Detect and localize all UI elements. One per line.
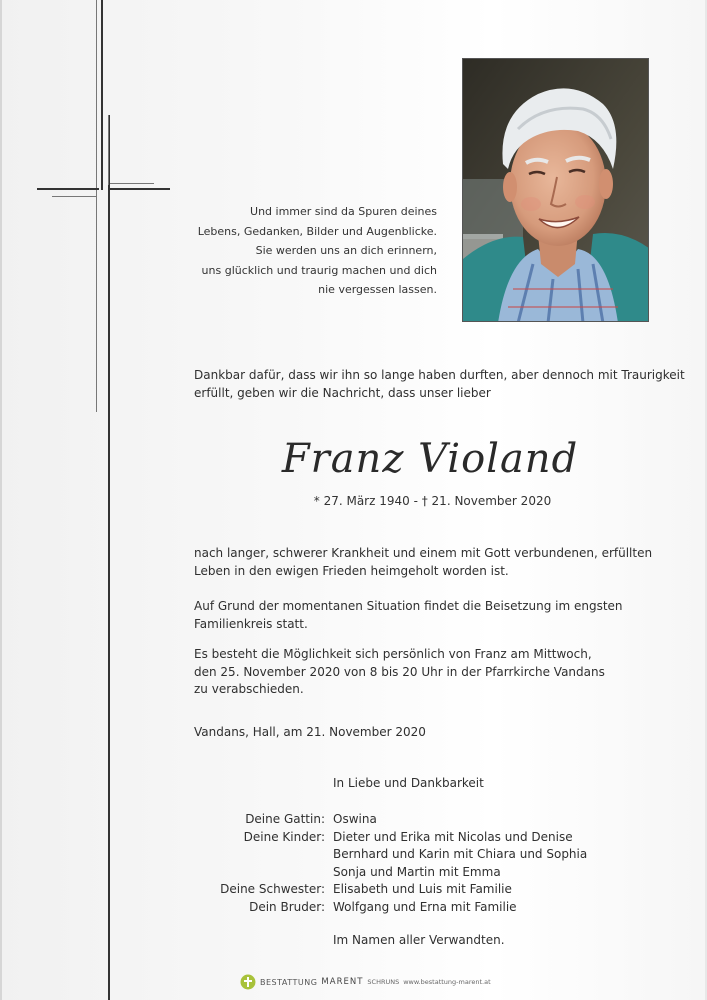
family-label: Deine Gattin: bbox=[245, 812, 325, 826]
family-name: Sonja und Martin mit Emma bbox=[333, 864, 501, 879]
farewell-paragraph bbox=[194, 646, 664, 699]
family-names bbox=[333, 881, 512, 899]
family-names bbox=[333, 899, 517, 917]
poem-line: Und immer sind da Spuren deines bbox=[250, 205, 437, 218]
family-row-children bbox=[180, 829, 650, 882]
cross-line bbox=[108, 115, 110, 1000]
deceased-name: Franz Violand bbox=[281, 436, 579, 482]
family-row-sister bbox=[180, 881, 650, 899]
portrait-illustration bbox=[463, 59, 649, 322]
intro-text bbox=[194, 367, 685, 402]
family-row-spouse bbox=[180, 811, 650, 829]
paragraph-line: den 25. November 2020 von 8 bis 20 Uhr in der Pfarrkirche Vandans bbox=[194, 664, 605, 679]
place-date bbox=[194, 724, 664, 742]
cross-line bbox=[37, 188, 99, 190]
paragraph-line: nach langer, schwerer Krankheit und einem mit Gott verbundenen, erfüllten bbox=[194, 546, 653, 560]
family-name: Dieter und Erika mit Nicolas und Denise bbox=[333, 829, 573, 844]
family-name: Wolfgang und Erna mit Familie bbox=[333, 899, 517, 914]
cross-line bbox=[101, 0, 103, 190]
funeral-home-prefix: BESTATTUNG bbox=[260, 977, 318, 987]
paragraph-line: Es besteht die Möglichkeit sich persönlich von Franz am Mittwoch, bbox=[194, 647, 592, 661]
cross-line bbox=[108, 115, 109, 185]
funeral-home-footer bbox=[240, 973, 491, 991]
funeral-home-logo-icon bbox=[240, 974, 256, 990]
family-names bbox=[333, 811, 377, 829]
paragraph-line: zu verabschieden. bbox=[194, 682, 304, 696]
portrait-photo bbox=[462, 58, 649, 322]
page-edge bbox=[0, 0, 2, 1000]
family-label: Dein Bruder: bbox=[249, 899, 325, 914]
family-names bbox=[333, 829, 587, 882]
funeral-home-name: MARENT bbox=[321, 977, 364, 987]
family-label: Deine Kinder: bbox=[243, 829, 325, 844]
family-name: Bernhard und Karin mit Chiara und Sophia bbox=[333, 847, 588, 861]
paragraph-line: Familienkreis statt. bbox=[194, 616, 308, 631]
funeral-home-website[interactable]: www.bestattung-marent.at bbox=[403, 978, 491, 986]
intro-line: erfüllt, geben wir die Nachricht, dass unser lieber bbox=[194, 385, 491, 400]
relatives-line: Im Namen aller Verwandten. bbox=[333, 933, 505, 947]
funeral-home-location: SCHRUNS bbox=[367, 978, 400, 986]
cross-line bbox=[96, 0, 97, 412]
poem-line: Lebens, Gedanken, Bilder und Augenblicke. bbox=[197, 224, 437, 238]
poem-line: nie vergessen lassen. bbox=[318, 283, 437, 296]
family-row-brother bbox=[180, 899, 650, 917]
poem bbox=[180, 202, 437, 300]
paragraph-line: Vandans, Hall, am 21. November 2020 bbox=[194, 725, 426, 739]
family-name: Elisabeth und Luis mit Familie bbox=[333, 882, 512, 896]
closing-line: In Liebe und Dankbarkeit bbox=[333, 776, 484, 790]
burial-paragraph bbox=[194, 598, 664, 633]
illness-paragraph bbox=[194, 545, 664, 580]
paragraph-line: Leben in den ewigen Frieden heimgeholt worden ist. bbox=[194, 563, 509, 578]
cross-line bbox=[110, 183, 154, 184]
family-name: Oswina bbox=[333, 812, 377, 826]
family-list bbox=[180, 811, 650, 916]
cross-line bbox=[108, 188, 170, 190]
poem-line: Sie werden uns an dich erinnern, bbox=[255, 244, 437, 257]
poem-line: uns glücklich und traurig machen und dich bbox=[201, 263, 437, 277]
life-dates: * 27. März 1940 - † 21. November 2020 bbox=[313, 494, 552, 508]
paragraph-line: Auf Grund der momentanen Situation findet die Beisetzung im engsten bbox=[194, 599, 623, 613]
family-label: Deine Schwester: bbox=[220, 882, 325, 896]
intro-line: Dankbar dafür, dass wir ihn so lange haben durften, aber dennoch mit Traurigkeit bbox=[194, 368, 685, 382]
cross-line bbox=[52, 196, 97, 197]
